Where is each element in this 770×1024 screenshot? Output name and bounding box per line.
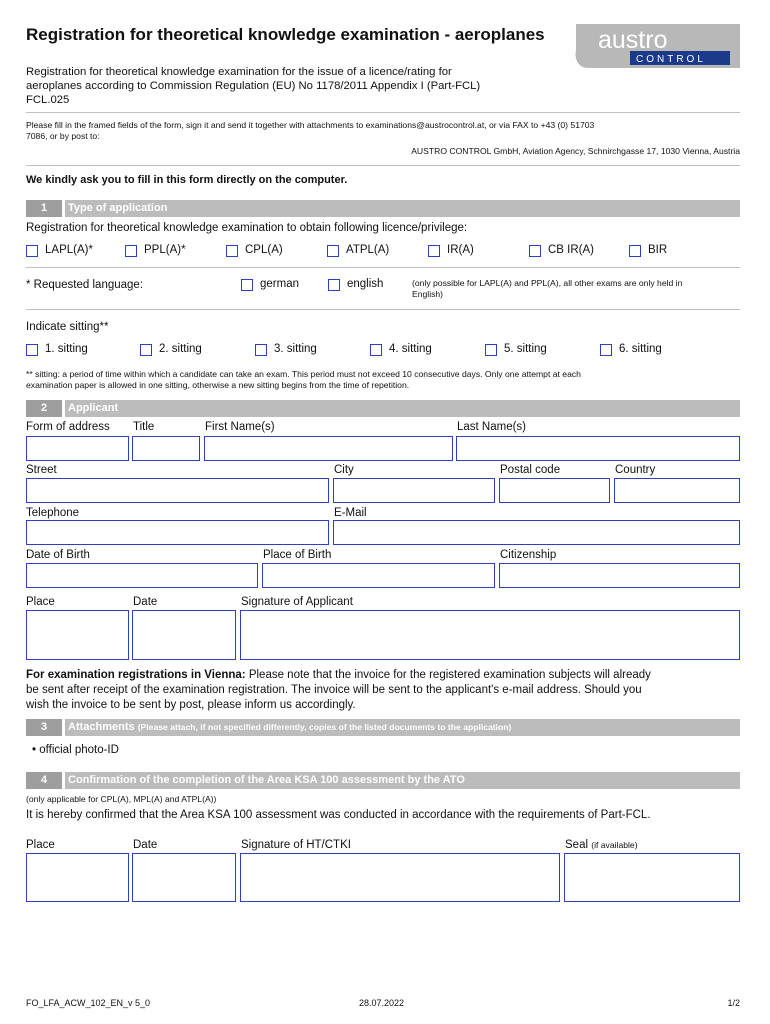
divider [26,309,740,310]
telephone-field[interactable] [26,520,329,545]
section-3-header [26,719,740,736]
street-field[interactable] [26,478,329,503]
section-title: Applicant [65,400,740,417]
ato-date-label: Date [133,839,158,851]
divider [26,267,740,268]
country-field[interactable] [614,478,740,503]
city-field[interactable] [333,478,495,503]
checkbox-sitting-3[interactable] [255,344,267,356]
ato-date-field[interactable] [132,853,236,902]
street-label: Street [26,464,57,476]
first-names-field[interactable] [204,436,453,461]
title-label: Title [133,421,155,433]
checkbox-sitting-4[interactable] [370,344,382,356]
sitting-label: Indicate sitting** [26,321,109,333]
email-field[interactable] [333,520,740,545]
checkbox-label: PPL(A)* [144,244,186,256]
ato-place-label: Place [26,839,55,851]
page-title: Registration for theoretical knowledge examination - aeroplanes [26,25,545,44]
place-of-birth-field[interactable] [262,563,495,588]
checkbox-cpl[interactable] [226,245,238,257]
checkbox-sitting-6[interactable] [600,344,612,356]
telephone-label: Telephone [26,507,80,519]
checkbox-label: IR(A) [447,244,474,256]
section-2-header [26,400,740,417]
checkbox-sitting-1[interactable] [26,344,38,356]
seal-field[interactable] [564,853,740,902]
checkbox-label: 3. sitting [274,343,317,355]
ksa-applicability: (only applicable for CPL(A), MPL(A) and ATPL(A)) [26,794,217,804]
form-of-address-field[interactable] [26,436,129,461]
checkbox-label: 6. sitting [619,343,662,355]
form-of-address-label: Form of address [26,421,110,433]
citizenship-field[interactable] [499,563,740,588]
checkbox-label: 5. sitting [504,343,547,355]
licence-intro: Registration for theoretical knowledge examination to obtain following licence/privilege: [26,222,468,234]
citizenship-label: Citizenship [500,549,557,561]
seal-label: Seal (if available) [565,839,638,851]
signature-label: Signature of Applicant [241,596,353,608]
section-title: Type of application [65,200,740,217]
checkbox-label: BIR [648,244,668,256]
date-label: Date [133,596,158,608]
divider [26,112,740,113]
ksa-statement: It is hereby confirmed that the Area KSA 100 assessment was conducted in accordance with the requirements of Part-FCL. [26,809,651,821]
date-field[interactable] [132,610,236,660]
checkbox-label: 4. sitting [389,343,432,355]
place-field[interactable] [26,610,129,660]
city-label: City [334,464,354,476]
vienna-invoice-note: For examination registrations in Vienna: Please note that the invoice for the registered examination subjects will already be sent after receipt of the examination registration. The invoice will be sent to the applicant's e-mail address. Should you wish the invoice to be sent by post, please inform us accordingly. [26,669,651,711]
checkbox-german[interactable] [241,279,253,291]
last-names-field[interactable] [456,436,740,461]
section-1-header [26,200,740,217]
section-title: Confirmation of the completion of the Area KSA 100 assessment by the ATO [65,772,740,789]
section-4-header [26,772,740,789]
section-number: 2 [26,400,62,417]
language-note: (only possible for LAPL(A) and PPL(A), all other exams are only held in English) [412,278,683,299]
checkbox-ppl[interactable] [125,245,137,257]
title-field[interactable] [132,436,200,461]
checkbox-label: LAPL(A)* [45,244,93,256]
checkbox-label: german [260,278,299,290]
section-number: 4 [26,772,62,789]
ato-signature-label: Signature of HT/CTKI [241,839,351,851]
checkbox-label: 2. sitting [159,343,202,355]
place-of-birth-label: Place of Birth [263,549,332,561]
section-title: Attachments (Please attach, if not specified differently, copies of the listed documents to the application) [65,719,740,736]
checkbox-label: english [347,278,384,290]
checkbox-atpl[interactable] [327,245,339,257]
date-of-birth-label: Date of Birth [26,549,90,561]
email-label: E-Mail [334,507,367,519]
place-label: Place [26,596,55,608]
checkbox-lapl[interactable] [26,245,38,257]
checkbox-label: 1. sitting [45,343,88,355]
attachment-item: • official photo-ID [32,744,119,756]
postal-code-field[interactable] [499,478,610,503]
fill-notice: We kindly ask you to fill in this form directly on the computer. [26,174,348,186]
applicant-signature-field[interactable] [240,610,740,660]
checkbox-label: ATPL(A) [346,244,390,256]
date-of-birth-field[interactable] [26,563,258,588]
checkbox-bir[interactable] [629,245,641,257]
logo-text-austro: austro [598,26,668,54]
checkbox-ir[interactable] [428,245,440,257]
page-subtitle: Registration for theoretical knowledge examination for the issue of a licence/rating for aeroplanes according to Commission Regulation (EU) No 1178/2011 Appendix I (Part-FCL) FCL.025 [26,66,481,106]
form-date: 28.07.2022 [359,998,405,1008]
instructions: Please fill in the framed fields of the form, sign it and send it together with attachments to examinations@austrocontrol.at, or via FAX to +43 (0) 51703 7086, or by post to: [26,120,595,141]
checkbox-cb-ir[interactable] [529,245,541,257]
sitting-note: ** sitting: a period of time within which a candidate can take an exam. This period must not exceed 10 consecutive days. Only one attempt at each examination paper is allowed in one sitting, otherwise a new sitting begins from the time of repetition. [26,369,581,390]
divider [26,165,740,166]
postal-code-label: Postal code [500,464,561,476]
country-label: Country [615,464,656,476]
ato-place-field[interactable] [26,853,129,902]
form-code: FO_LFA_ACW_102_EN_v 5_0 [26,998,151,1008]
checkbox-label: CPL(A) [245,244,283,256]
page-number: 1/2 [727,998,740,1008]
last-names-label: Last Name(s) [457,421,527,433]
checkbox-english[interactable] [328,279,340,291]
section-number: 3 [26,719,62,736]
first-names-label: First Name(s) [205,421,275,433]
postal-address: AUSTRO CONTROL GmbH, Aviation Agency, Schnirchgasse 17, 1030 Vienna, Austria [411,146,740,156]
austro-control-logo [574,24,740,68]
checkbox-sitting-2[interactable] [140,344,152,356]
checkbox-label: CB IR(A) [548,244,594,256]
bullet-icon: • [32,744,37,756]
language-label: * Requested language: [26,279,144,291]
checkbox-sitting-5[interactable] [485,344,497,356]
section-number: 1 [26,200,62,217]
ato-signature-field[interactable] [240,853,560,902]
logo-text-control: CONTROL [636,54,706,65]
